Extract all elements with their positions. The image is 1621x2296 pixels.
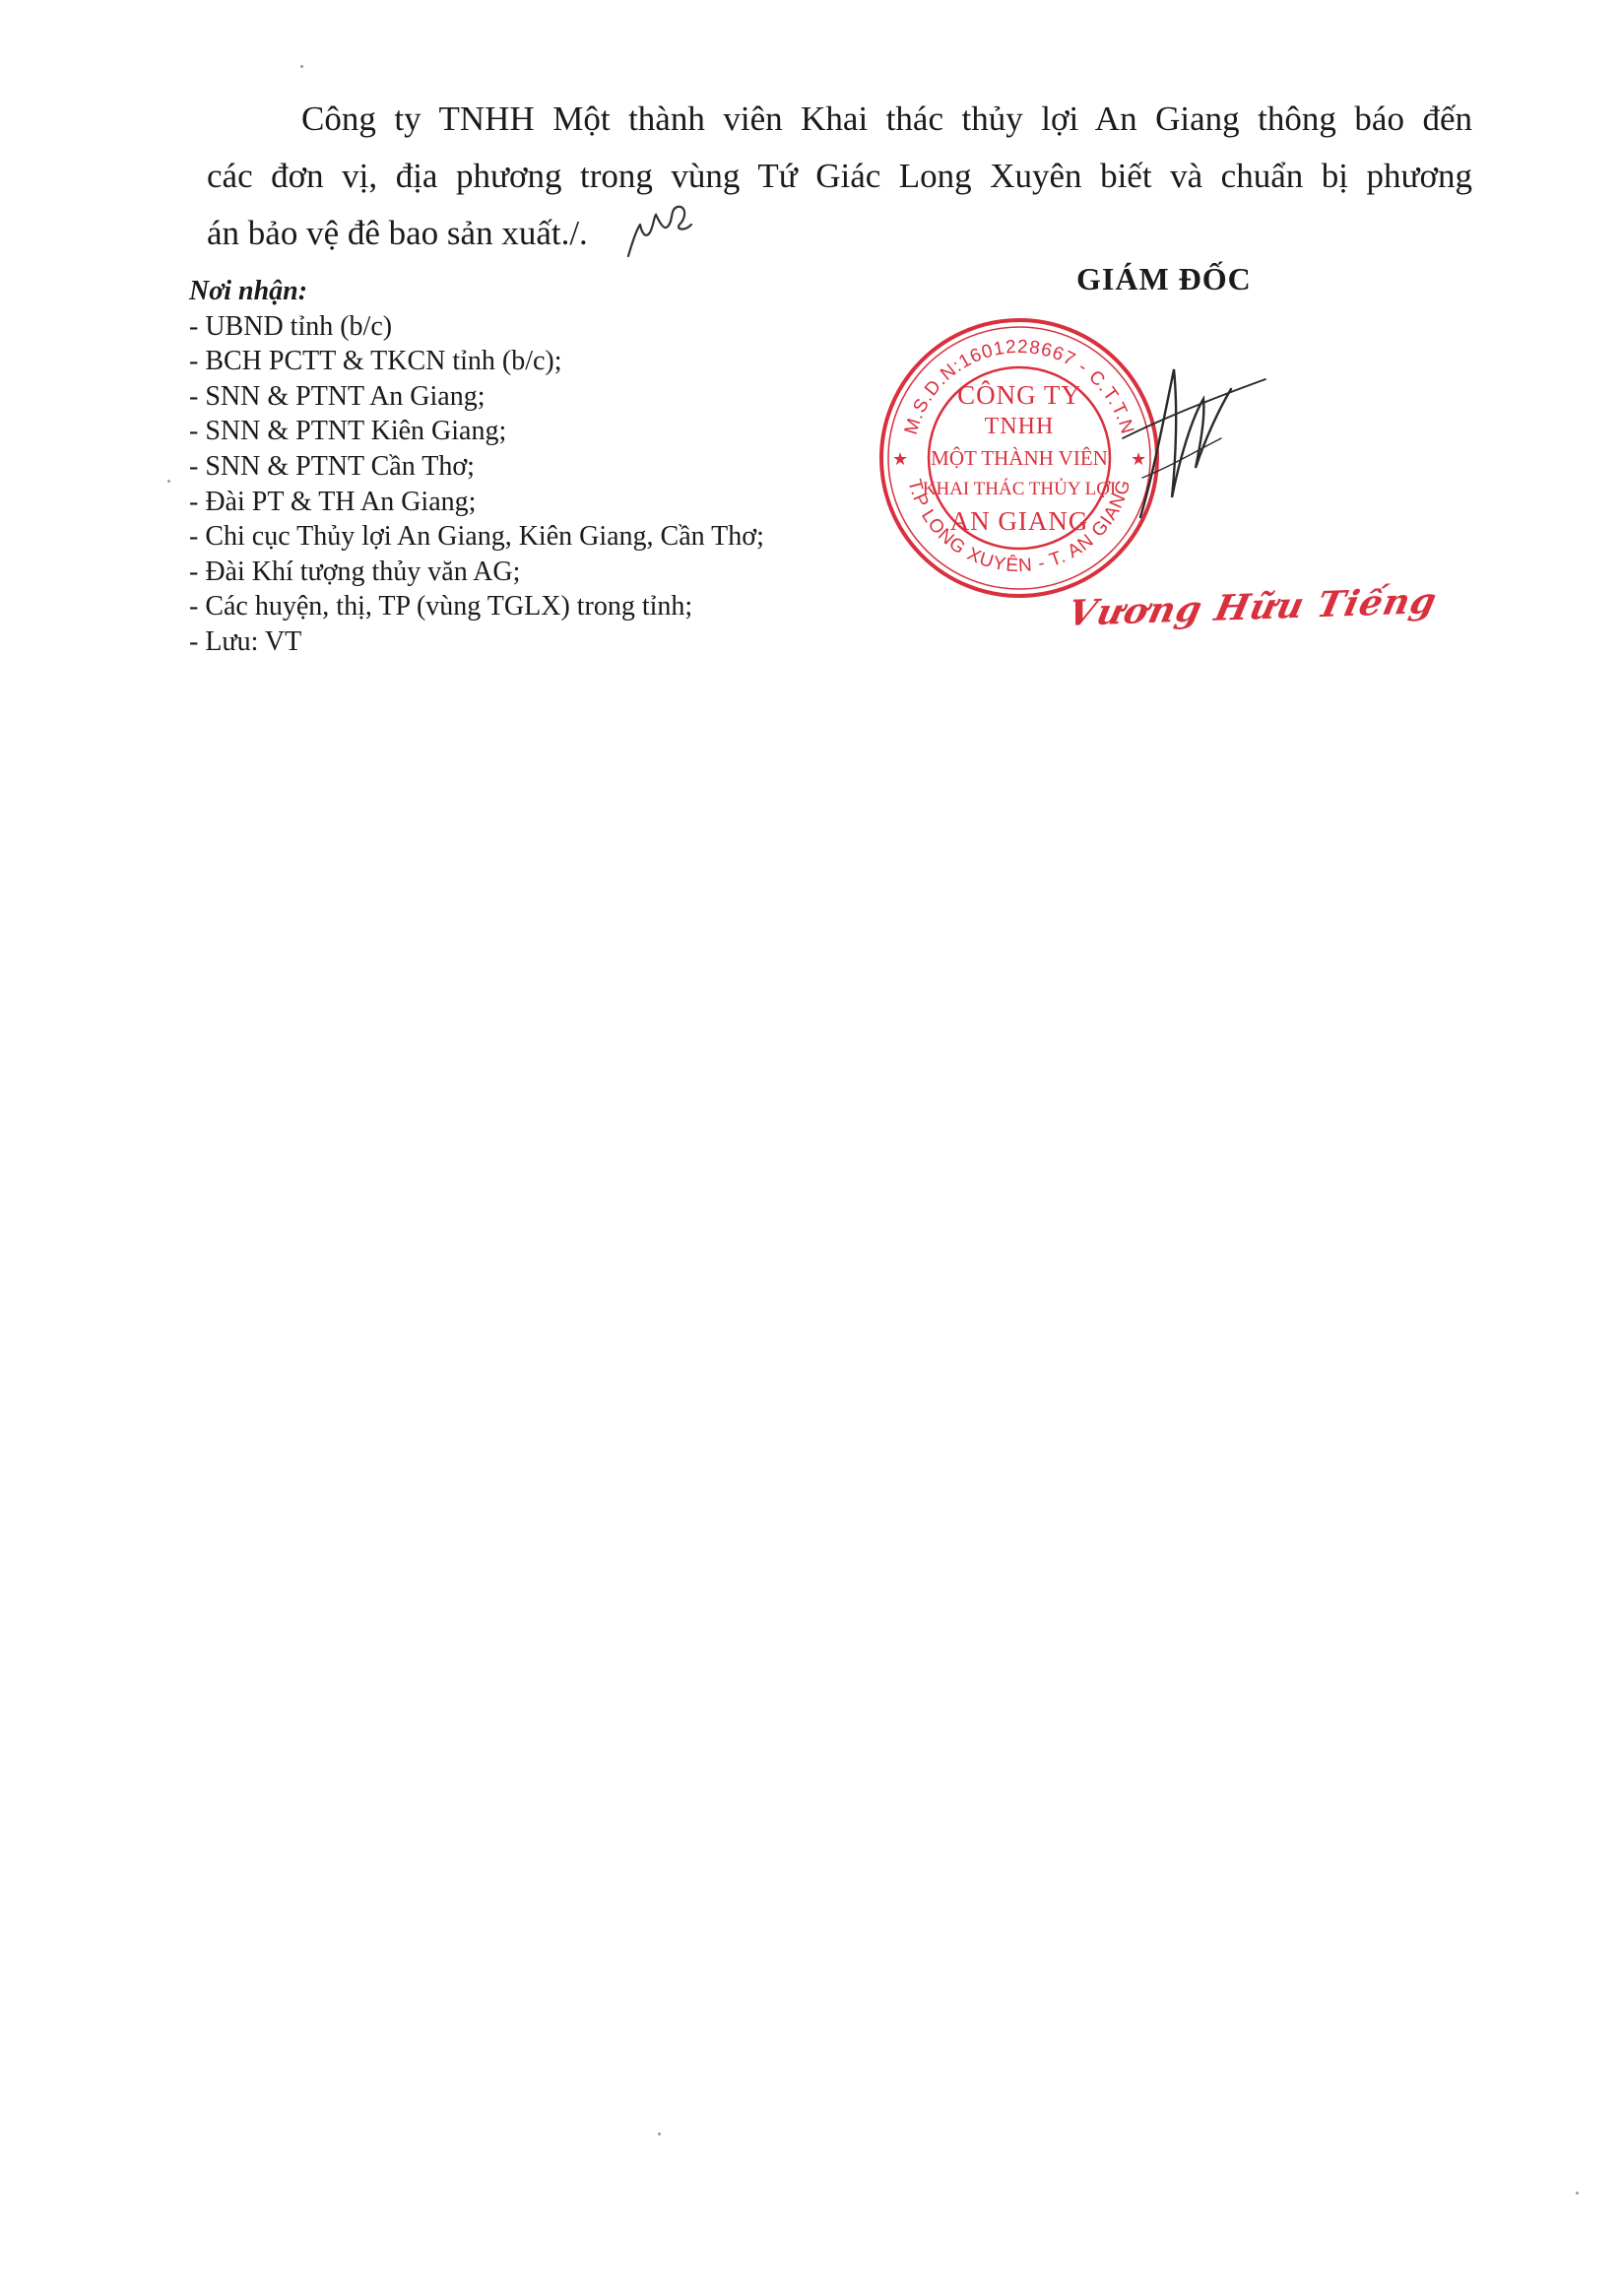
recipient-item: - BCH PCTT & TKCN tỉnh (b/c); xyxy=(189,346,562,377)
seal-star-icon: ★ xyxy=(1131,449,1147,469)
seal-line: TNHH xyxy=(984,414,1055,439)
recipient-item: - Đài Khí tượng thủy văn AG; xyxy=(189,556,521,587)
recipients-heading: Nơi nhận: xyxy=(189,276,308,306)
paragraph-line-2: các đơn vị, địa phương trong vùng Tứ Giác Long Xuyên biết và chuẩn bị phương xyxy=(207,157,1472,195)
scan-speck xyxy=(167,480,170,483)
seal-line: MỘT THÀNH VIÊN xyxy=(931,446,1108,470)
handwritten-initials-mark xyxy=(620,195,699,264)
seal-line: AN GIANG xyxy=(949,506,1089,536)
recipient-item: - Đài PT & TH An Giang; xyxy=(189,486,477,517)
recipient-item: - Lưu: VT xyxy=(189,625,302,657)
seal-line: KHAI THÁC THỦY LỢI xyxy=(922,479,1117,499)
seal-ring-bottom-text: T.P LONG XUYÊN - T. AN GIANG xyxy=(903,477,1135,577)
handwritten-signature xyxy=(1083,350,1270,527)
seal-ring-top-text: M.S.D.N:1601228667 - C.T.T.N xyxy=(900,336,1138,437)
recipient-item: - SNN & PTNT Cần Thơ; xyxy=(189,450,475,482)
recipients-list xyxy=(189,309,764,660)
recipient-item: - Các huyện, thị, TP (vùng TGLX) trong tỉnh; xyxy=(189,591,693,623)
recipient-item: - UBND tỉnh (b/c) xyxy=(189,310,393,342)
closing-paragraph xyxy=(207,91,1472,262)
recipient-item: - SNN & PTNT An Giang; xyxy=(189,380,486,412)
recipient-item: - Chi cục Thủy lợi An Giang, Kiên Giang, Cần Thơ; xyxy=(189,521,764,553)
signer-title: GIÁM ĐỐC xyxy=(1076,261,1252,296)
scan-speck xyxy=(658,2132,661,2135)
scan-speck xyxy=(300,65,303,68)
recipients-block xyxy=(189,274,764,660)
recipient-item: - SNN & PTNT Kiên Giang; xyxy=(189,416,507,447)
seal-star-icon: ★ xyxy=(892,449,909,469)
paragraph-line-3: án bảo vệ đê bao sản xuất./. xyxy=(207,214,588,252)
paragraph-line-1: Công ty TNHH Một thành viên Khai thác thủy lợi An Giang thông báo đến xyxy=(301,99,1472,138)
scan-speck xyxy=(1576,2192,1579,2195)
seal-line: CÔNG TY xyxy=(957,380,1081,410)
signer-name: Vương Hữu Tiếng xyxy=(1064,580,1442,634)
